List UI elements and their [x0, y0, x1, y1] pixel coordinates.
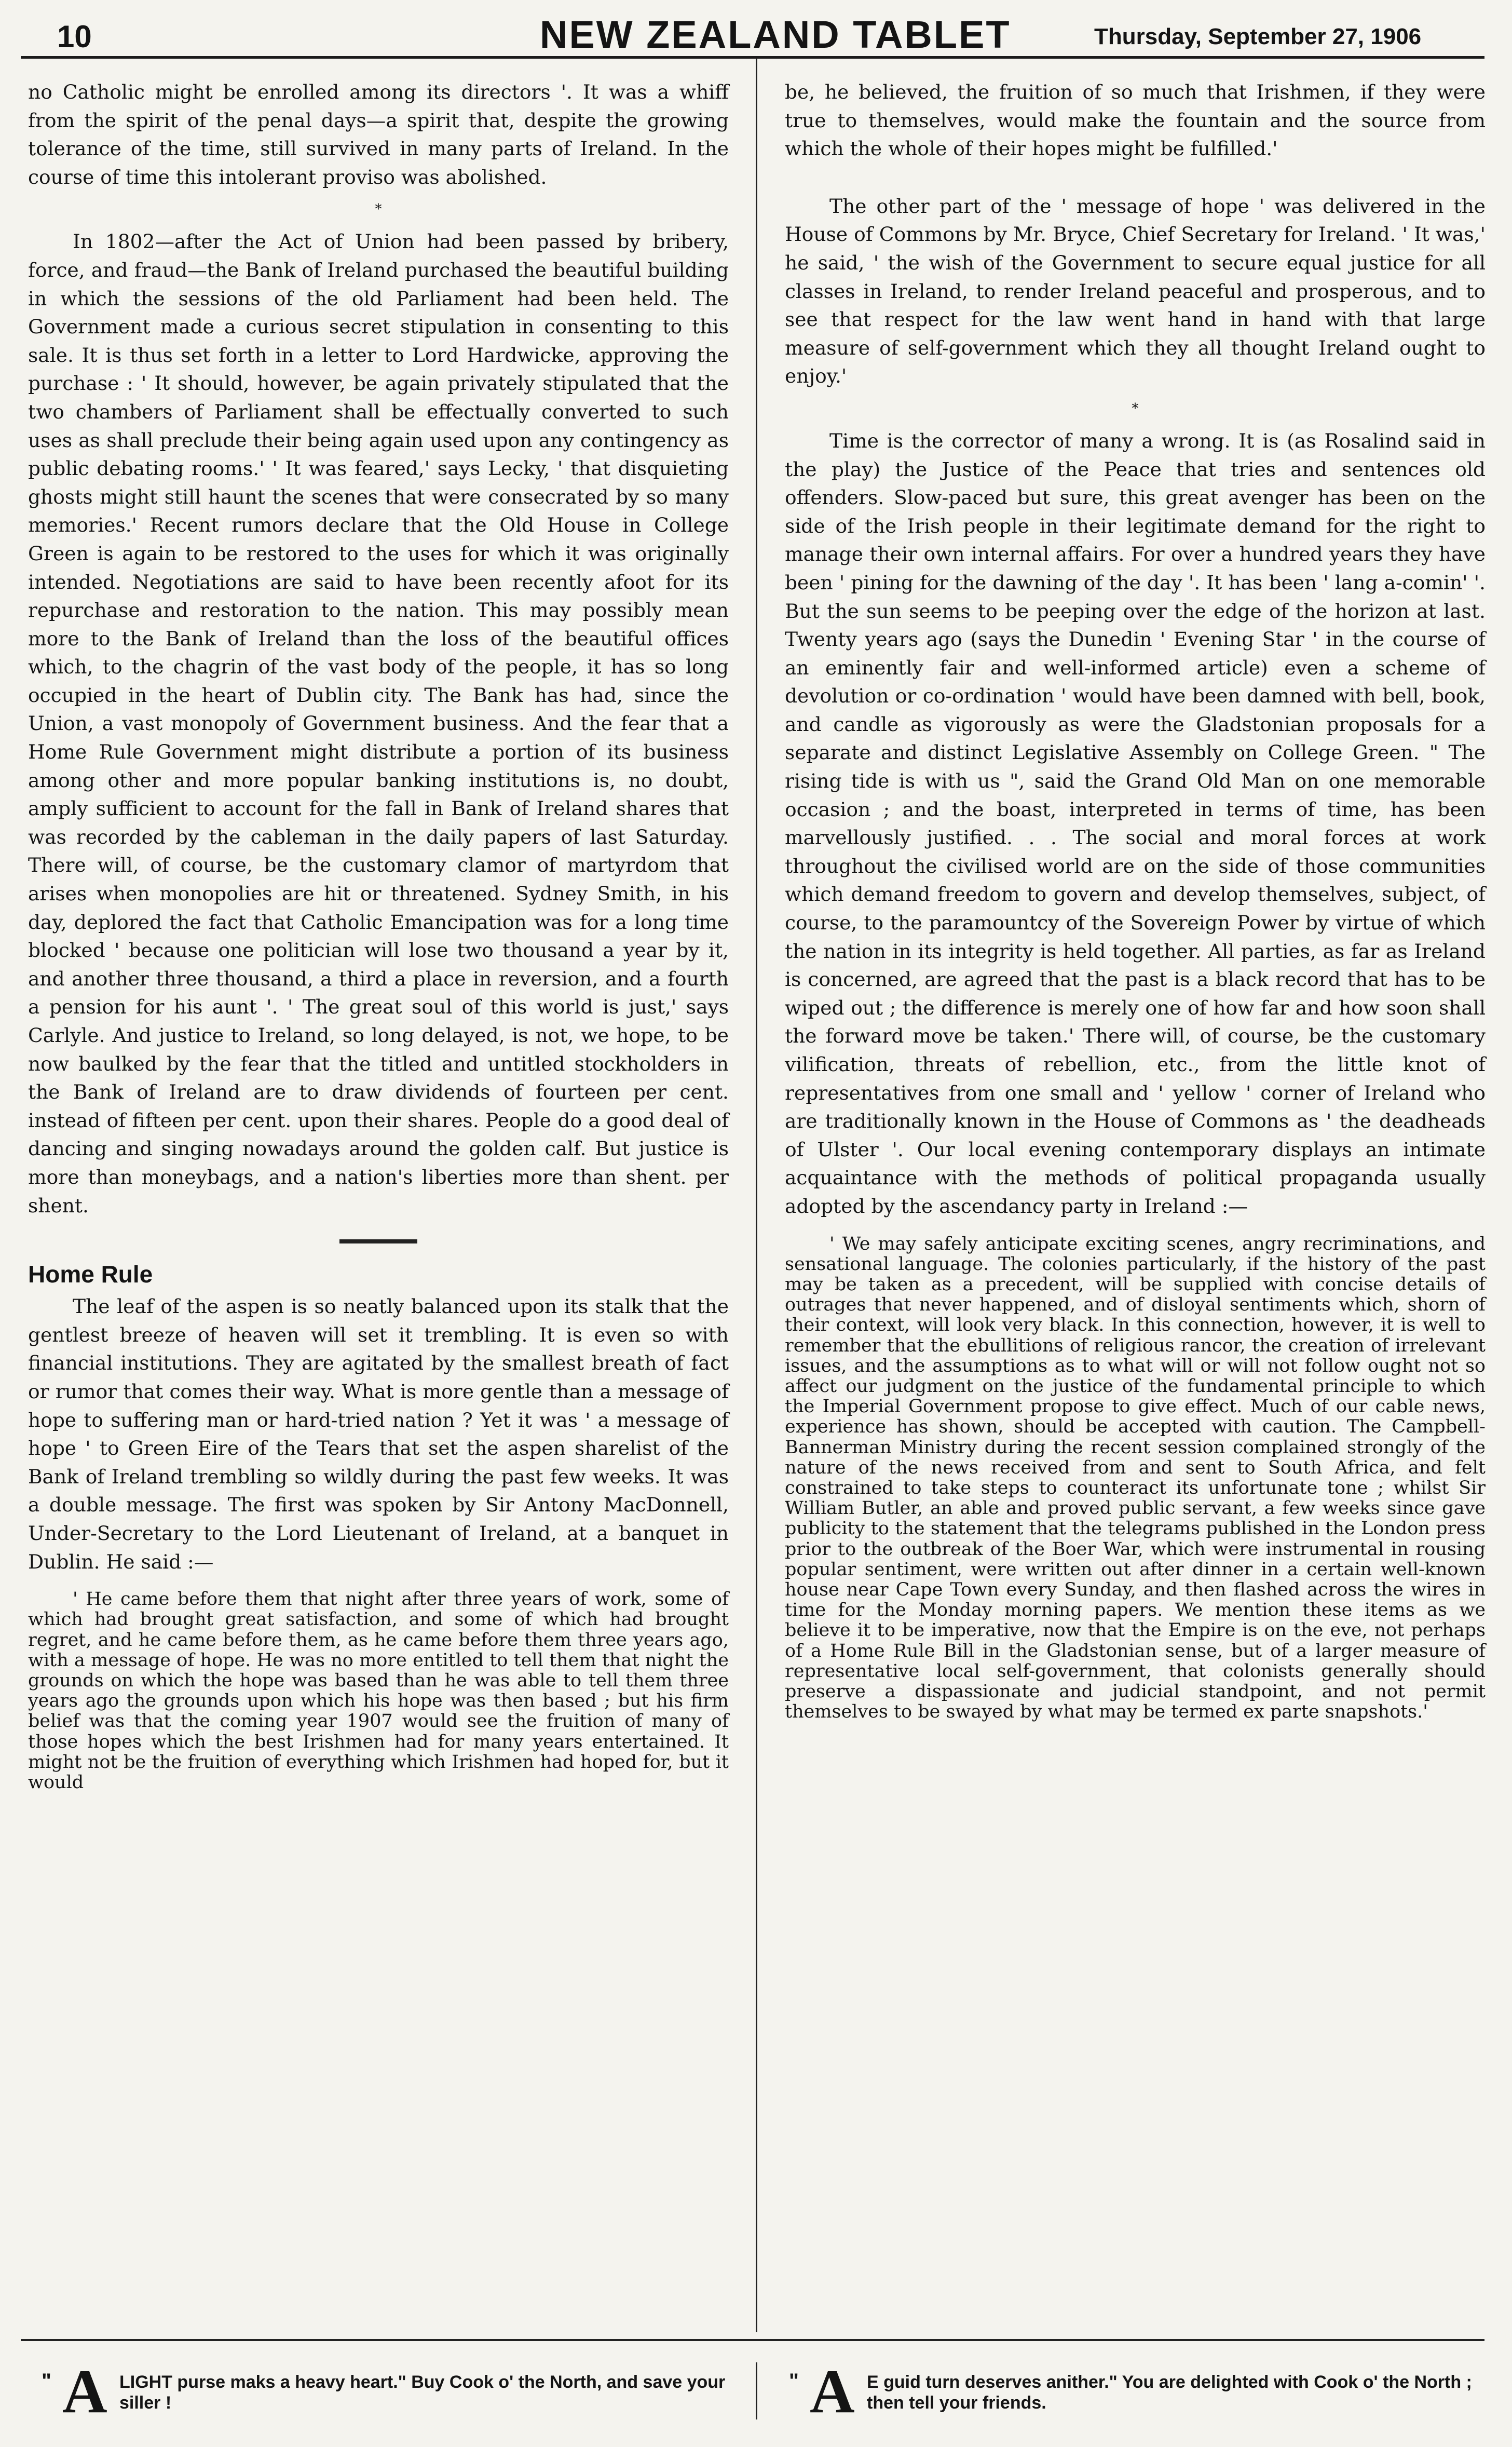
paragraph-bank-of-ireland: In 1802—after the Act of Union had been passed by bribery, force, and fraud—the Bank of Ireland purchased the beautiful building in which the sessions of the old Parliament had been held. The Government made a curious secret stipulation in consenting to this sale. It is thus set forth in a letter to Lord Hardwicke, approving the purchase : ' It should, however, be again privately stipulated that the two chambers of Parliament shall be effectually converted to such uses as shall preclude their being again used upon any contingency as public debating rooms.' ' It was feared,' says Lecky, ' that disquieting ghosts might still haunt the scenes that were consecrated by so many memories.' Recent rumors declare that the Old House in College Green is again to be restored to the uses for which it was originally intended. Negotiations are said to have been recently afoot for its repurchase and restoration to the nation. This may possibly mean more to the Bank of Ireland than the loss of the beautiful offices which, to the chagrin of the vast body of the people, it has so long occupied in the heart of Dublin city. The Bank has had, since the Union, a vast monopoly of Government business. And the fear that a Home Rule Government might distribute a portion of its business among other and more popular banking institutions is, no doubt, amply sufficient to account for the fall in Bank of Ireland shares that was recorded by the cableman in the daily papers of last Saturday. There will, of course, be the customary clamor of martyrdom that arises when monopolies are hit or threatened. Sydney Smith, in his day, deplored the fact that Catholic Emancipation was for a long time blocked ' because one politician will lose two thousand a year by it, and another three thousand, a third a place in reversion, and a fourth a pension for his aunt '. ' The great soul of this world is just,' says Carlyle. And justice to Ireland, so long delayed, is not, we hope, to be now baulked by the fear that the titled and untitled stockholders in the Bank of Ireland are to draw dividends of fourteen per cent. instead of fifteen per cent. upon their shares. People do a good deal of dancing and singing nowadays around the golden calf. But justice is more than moneybags, and a nation's liberties more than shent. per shent. — [28, 230, 729, 1217]
paragraph-time-corrector: Time is the corrector of many a wrong. It is (as Rosalind said in the play) the Justice of the Peace that tries and sentences old offenders. Slow-paced but sure, this great avenger has been on the side of the Irish people in their legitimate demand for the right to manage their own internal affairs. For over a hundred years they have been ' pining for the dawning of the day '. It has been ' lang a-comin' '. But the sun seems to be peeping over the edge of the horizon at last. Twenty years ago (says the Dunedin ' Evening Star ' in the course of an eminently fair and well-informed article) even a scheme of devolution or co-ordination ' would have been damned with bell, book, and candle as vigorously as were the Gladstonian proposals for a separate and distinct Legislative Assembly on College Green. " The rising tide is with us ", said the Grand Old Man on one memorable occasion ; and the boast, interpreted in terms of time, has been marvellously justified. . . The social and moral forces at work throughout the civilised world are on the side of those communities which demand freedom to govern and develop themselves, subject, of course, to the paramountcy of the Sovereign Power by virtue of which the nation in its integrity is held together. All parties, as far as Ireland is concerned, are agreed that the past is a black record that has to be wiped out ; the difference is merely one of how far and how soon shall the forward move be taken.' There will, of course, be the customary vilification, threats of rebellion, etc., from the little knot of representatives from one small and ' yellow ' corner of Ireland who are traditionally known in the House of Commons as ' the deadheads of Ulster '. Our local evening contemporary displays an intimate acquaintance with the methods of political propaganda usually adopted by the ascendancy party in Ireland :— — [785, 429, 1486, 1218]
footer-rule — [21, 2339, 1484, 2341]
paragraph-aspen: The leaf of the aspen is so neatly balanced upon its stalk that the gentlest breeze of heaven will set it trembling. It is even so with financial institutions. They are agitated by the smallest breath of fact or rumor that comes their way. What is more gentle than a message of hope to suffering man or hard-tried nation ? Yet it was ' a message of hope ' to Green Eire of the Tears that set the aspen sharelist of the Bank of Ireland trembling so wildly during the past few weeks. It was a double message. The first was spoken by Sir Antony MacDonnell, Under-Secretary to the Lord Lieutenant of Ireland, at a banquet in Dublin. He said :— — [28, 1295, 729, 1573]
page-header — [21, 9, 1484, 59]
section-separator: * — [375, 201, 382, 218]
quote-text: ' We may safely anticipate exciting scenes, angry recriminations, and sensational language. The colonies particularly, if the history of the past may be taken as a precedent, will be supplied with concise details of outrages that never happened, and of disloyal sentiments which, shorn of their context, will look very black. In this connection, however, it is well to remember that the ebullitions of religious rancor, the creation of irrelevant issues, and the assumptions as to what will or will not follow ought not so affect our judgment on the justice of the fundamental principle to which the Imperial Government propose to give effect. Much of our cable news, experience has shown, should be accepted with caution. The Campbell-Bannerman Ministry during the recent session complained strongly of the nature of the news received from and sent to South Africa, and felt constrained to take steps to counteract its unfortunate tone ; whilst Sir William Butler, an able and proved public servant, a few weeks since gave publicity to the statement that the telegrams published in the London press prior to the outbreak of the Boer War, which were instrumental in rousing popular sentiment, were written out after dinner in a certain well-known house near Cape Town every Sunday, and then flashed across the wires in time for the Monday morning papers. We mention these items as we believe it to be imperative, now that the Empire is on the eve, not perhaps of a Home Rule Bill in the Gladstonian sense, but of a larger measure of representative local self-government, that colonists generally should preserve a dispassionate and judicial standpoint, and not permit themselves to be swayed by what may be termed ex parte snapshots.' — [785, 1233, 1486, 1723]
quote-mark: " — [42, 2370, 51, 2392]
section-heading-home-rule: Home Rule — [28, 1261, 153, 1288]
spacer — [785, 163, 1486, 192]
paragraph-penal-days: no Catholic might be enrolled among its directors '. It was a whiff from the spirit of the penal days—a spirit that, despite the growing tolerance of the time, still survived in many parts of Ireland. In the course of time this intolerant proviso was abolished. — [28, 80, 729, 188]
masthead-title: NEW ZEALAND TABLET — [540, 13, 1011, 56]
short-rule — [339, 1239, 417, 1243]
drop-letter: A — [62, 2357, 107, 2426]
paragraph-bryce: The other part of the ' message of hope ' was delivered in the House of Commons by Mr. Bryce, Chief Secretary for Ireland. ' It was,' he said, ' the wish of the Government to secure equal justice for all classes in Ireland, to render Ireland peaceful and prosperous, and to see that respect for the law went hand in hand with that large measure of self-government which they all thought Ireland ought to enjoy.' — [785, 194, 1486, 388]
advert-divider — [756, 2362, 757, 2419]
advert-text: LIGHT purse maks a heavy heart." Buy Cook o' the North, and save your siller ! — [119, 2372, 726, 2413]
right-column — [785, 78, 1486, 1722]
advert-text: E guid turn deserves anither." You are delighted with Cook o' the North ; then tell your friends. — [867, 2372, 1472, 2413]
column-divider — [756, 58, 757, 2332]
quote-text: ' He came before them that night after three years of work, some of which had brought great satisfaction, and some of which had brought regret, and he came before them, as he came before them three years ago, with a message of hope. He was no more entitled to tell them that night the grounds on which the hope was based than he was able to tell them three years ago the grounds upon which his hope was then based ; but his firm belief was that the coming year 1907 would see the fruition of many of those hopes which the best Irishmen had for many years entertained. It might not be the fruition of everything which Irishmen had hoped for, but it would — [28, 1589, 729, 1793]
paragraph-fruition: be, he believed, the fruition of so much that Irishmen, if they were true to themselves, would make the fountain and the source from which the whole of their hopes might be fulfilled.' — [785, 80, 1486, 160]
quote-mark: " — [789, 2370, 799, 2392]
advert-left — [42, 2357, 726, 2426]
advert-right — [789, 2357, 1484, 2426]
quote-macdonnell — [28, 1589, 729, 1793]
left-column — [28, 78, 729, 1793]
quote-evening-star — [785, 1234, 1486, 1723]
page-number: 10 — [57, 19, 92, 54]
section-separator: * — [1132, 400, 1139, 416]
drop-letter: A — [810, 2357, 855, 2426]
issue-date: Thursday, September 27, 1906 — [1094, 24, 1422, 49]
